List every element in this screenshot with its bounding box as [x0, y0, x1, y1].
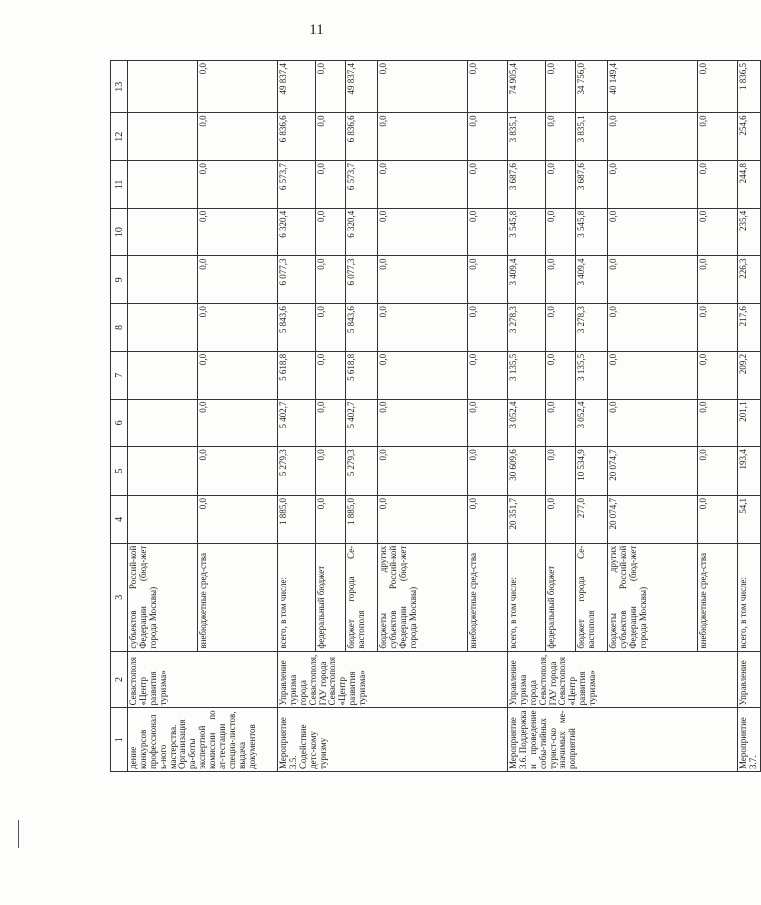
header-row	[111, 61, 128, 772]
budget-table	[110, 60, 761, 772]
value-cell: 0,0	[546, 61, 576, 113]
value-cell: 0,0	[698, 399, 738, 447]
value-cell: 0,0	[546, 496, 576, 544]
value-cell: 0,0	[198, 208, 278, 256]
value-cell: 0,0	[698, 113, 738, 161]
value-cell: 5 402,7	[278, 399, 316, 447]
margin-mark	[18, 820, 19, 848]
value-cell: 0,0	[468, 399, 508, 447]
value-cell: 0,0	[316, 399, 346, 447]
value-cell	[128, 496, 198, 544]
value-cell	[128, 161, 198, 209]
header-cell: 3	[111, 543, 128, 651]
funding-source-cell: внебюджетные сред-ства	[468, 543, 508, 651]
funding-source-cell: субъектов Россий-кой Федерации (бюд-жет города Москвы)	[128, 543, 198, 651]
value-cell: 0,0	[198, 351, 278, 399]
value-cell: 0,0	[378, 113, 468, 161]
value-cell: 0,0	[468, 351, 508, 399]
value-cell: 0,0	[378, 161, 468, 209]
funding-source-cell: всего, в том числе:	[508, 543, 546, 651]
value-cell: 5 402,7	[346, 399, 378, 447]
value-cell: 0,0	[198, 496, 278, 544]
header-cell: 11	[111, 161, 128, 209]
value-cell: 3 545,8	[576, 208, 608, 256]
value-cell: 3 545,8	[508, 208, 546, 256]
value-cell: 0,0	[608, 351, 698, 399]
value-cell: 20 351,7	[508, 496, 546, 544]
value-cell	[128, 113, 198, 161]
value-cell: 0,0	[698, 208, 738, 256]
value-cell: 0,0	[608, 304, 698, 352]
value-cell: 0,0	[546, 113, 576, 161]
value-cell: 235,4	[738, 208, 761, 256]
value-cell: 1 885,0	[278, 496, 316, 544]
value-cell: 0,0	[698, 161, 738, 209]
activity-label: дение конкурсов профессиональ-ного мастерства. Организация ра-боты экспертной комиссии по ат-тестации специа-листов, выдача документов	[128, 708, 278, 772]
funding-source-cell: внебюджетные сред-ства	[198, 543, 278, 651]
value-cell: 0,0	[316, 208, 346, 256]
value-cell: 0,0	[378, 61, 468, 113]
value-cell: 54,1	[738, 496, 761, 544]
value-cell: 0,0	[468, 113, 508, 161]
value-cell: 49 837,4	[346, 61, 378, 113]
header-cell: 4	[111, 496, 128, 544]
value-cell	[128, 208, 198, 256]
value-cell: 0,0	[468, 161, 508, 209]
value-cell: 3 052,4	[576, 399, 608, 447]
value-cell: 0,0	[608, 256, 698, 304]
executor-cell: Управление	[738, 651, 761, 708]
value-cell: 0,0	[316, 351, 346, 399]
value-cell: 0,0	[468, 61, 508, 113]
value-cell: 20 074,7	[608, 447, 698, 496]
value-cell: 277,0	[576, 496, 608, 544]
value-cell: 0,0	[468, 208, 508, 256]
value-cell: 0,0	[316, 61, 346, 113]
value-cell: 0,0	[698, 496, 738, 544]
value-cell: 74 905,4	[508, 61, 546, 113]
value-cell: 6 573,7	[346, 161, 378, 209]
value-cell: 0,0	[468, 496, 508, 544]
header-cell: 10	[111, 208, 128, 256]
value-cell: 0,0	[316, 447, 346, 496]
value-cell	[128, 61, 198, 113]
value-cell: 20 074,7	[608, 496, 698, 544]
header-cell: 9	[111, 256, 128, 304]
value-cell: 30 609,6	[508, 447, 546, 496]
value-cell: 40 149,4	[608, 61, 698, 113]
funding-source-cell: федеральный бюджет	[316, 543, 346, 651]
value-cell: 0,0	[546, 256, 576, 304]
value-cell: 0,0	[698, 304, 738, 352]
value-cell: 0,0	[468, 304, 508, 352]
value-cell: 1 836,5	[738, 61, 761, 113]
value-cell: 5 618,8	[278, 351, 316, 399]
value-cell: 0,0	[198, 447, 278, 496]
value-cell	[128, 304, 198, 352]
value-cell	[128, 399, 198, 447]
activity-label: Мероприятие 3.5. Содействие детс-кому туризму	[278, 708, 508, 772]
value-cell: 3 835,1	[576, 113, 608, 161]
value-cell: 3 278,3	[508, 304, 546, 352]
value-cell: 0,0	[316, 161, 346, 209]
funding-source-cell: бюджет города Се-вастополя	[346, 543, 378, 651]
header-cell: 6	[111, 399, 128, 447]
table-row	[128, 61, 198, 772]
value-cell: 6 077,3	[278, 256, 316, 304]
value-cell: 0,0	[378, 496, 468, 544]
funding-source-cell: бюджеты других субъектов Россий-кой Федерации (бюд-жет города Москвы)	[378, 543, 468, 651]
executor-cell: Управление туризма города Севастополя, ГАУ города Севастополя «Центр развития туризма»	[508, 651, 738, 708]
value-cell: 3 278,3	[576, 304, 608, 352]
activity-label: Мероприятие 3.6. Поддержка и проведение собы-тийных турист-ско значимых ме-роприятий	[508, 708, 738, 772]
funding-source-cell: бюджет города Се-вастополя	[576, 543, 608, 651]
executor-cell: Управление туризма города Севастополя, ГАУ города Севастополя «Центр развития туризма»	[278, 651, 508, 708]
table-row	[508, 61, 546, 772]
value-cell: 0,0	[378, 351, 468, 399]
funding-source-cell: федеральный бюджет	[546, 543, 576, 651]
value-cell: 3 135,5	[576, 351, 608, 399]
value-cell	[128, 351, 198, 399]
value-cell: 0,0	[378, 447, 468, 496]
value-cell: 193,4	[738, 447, 761, 496]
value-cell: 0,0	[378, 304, 468, 352]
value-cell: 0,0	[378, 399, 468, 447]
value-cell: 0,0	[546, 161, 576, 209]
rotated-table-wrapper	[110, 60, 758, 772]
value-cell	[128, 256, 198, 304]
header-cell: 7	[111, 351, 128, 399]
value-cell: 0,0	[608, 161, 698, 209]
value-cell: 0,0	[608, 113, 698, 161]
value-cell: 0,0	[546, 399, 576, 447]
funding-source-cell: всего, в том числе:	[278, 543, 316, 651]
value-cell: 0,0	[698, 447, 738, 496]
header-cell: 2	[111, 651, 128, 708]
value-cell: 0,0	[198, 61, 278, 113]
value-cell: 6 836,6	[278, 113, 316, 161]
value-cell: 3 052,4	[508, 399, 546, 447]
page-number: 11	[309, 22, 324, 38]
value-cell: 0,0	[316, 496, 346, 544]
table-row	[738, 61, 761, 772]
value-cell: 0,0	[316, 113, 346, 161]
header-cell: 12	[111, 113, 128, 161]
value-cell: 3 409,4	[508, 256, 546, 304]
value-cell: 0,0	[316, 304, 346, 352]
value-cell: 5 279,3	[278, 447, 316, 496]
value-cell: 0,0	[698, 351, 738, 399]
value-cell: 6 836,6	[346, 113, 378, 161]
value-cell: 3 687,6	[508, 161, 546, 209]
activity-label: Мероприятие 3.7.	[738, 708, 761, 772]
value-cell: 3 409,4	[576, 256, 608, 304]
value-cell: 254,6	[738, 113, 761, 161]
value-cell: 0,0	[316, 256, 346, 304]
value-cell: 217,6	[738, 304, 761, 352]
funding-source-cell: внебюджетные сред-ства	[698, 543, 738, 651]
value-cell: 6 320,4	[278, 208, 316, 256]
value-cell: 0,0	[546, 304, 576, 352]
value-cell: 1 885,0	[346, 496, 378, 544]
value-cell: 6 320,4	[346, 208, 378, 256]
value-cell: 0,0	[198, 399, 278, 447]
header-cell: 8	[111, 304, 128, 352]
value-cell: 0,0	[608, 208, 698, 256]
value-cell: 0,0	[198, 161, 278, 209]
value-cell: 6 573,7	[278, 161, 316, 209]
value-cell: 10 534,9	[576, 447, 608, 496]
value-cell: 0,0	[546, 351, 576, 399]
value-cell	[128, 447, 198, 496]
funding-source-cell: всего, в том числе:	[738, 543, 761, 651]
value-cell: 0,0	[378, 208, 468, 256]
value-cell: 0,0	[378, 256, 468, 304]
value-cell: 34 756,0	[576, 61, 608, 113]
value-cell: 0,0	[608, 399, 698, 447]
value-cell: 6 077,3	[346, 256, 378, 304]
value-cell: 0,0	[468, 447, 508, 496]
value-cell: 5 279,3	[346, 447, 378, 496]
executor-cell: Севастополя «Центр развития туризма»	[128, 651, 278, 708]
value-cell: 49 837,4	[278, 61, 316, 113]
value-cell: 0,0	[198, 304, 278, 352]
table-row	[278, 61, 316, 772]
header-cell: 5	[111, 447, 128, 496]
value-cell: 226,3	[738, 256, 761, 304]
value-cell: 0,0	[546, 447, 576, 496]
value-cell: 0,0	[698, 61, 738, 113]
value-cell: 3 135,5	[508, 351, 546, 399]
value-cell: 0,0	[468, 256, 508, 304]
header-cell: 1	[111, 708, 128, 772]
funding-source-cell: бюджеты других субъектов Россий-кой Федерации (бюд-жет города Москвы)	[608, 543, 698, 651]
value-cell: 3 835,1	[508, 113, 546, 161]
value-cell: 3 687,6	[576, 161, 608, 209]
value-cell: 244,8	[738, 161, 761, 209]
value-cell: 5 843,6	[278, 304, 316, 352]
value-cell: 209,2	[738, 351, 761, 399]
value-cell: 0,0	[546, 208, 576, 256]
value-cell: 5 843,6	[346, 304, 378, 352]
value-cell: 201,1	[738, 399, 761, 447]
value-cell: 0,0	[698, 256, 738, 304]
value-cell: 0,0	[198, 113, 278, 161]
value-cell: 0,0	[198, 256, 278, 304]
header-cell: 13	[111, 61, 128, 113]
value-cell: 5 618,8	[346, 351, 378, 399]
